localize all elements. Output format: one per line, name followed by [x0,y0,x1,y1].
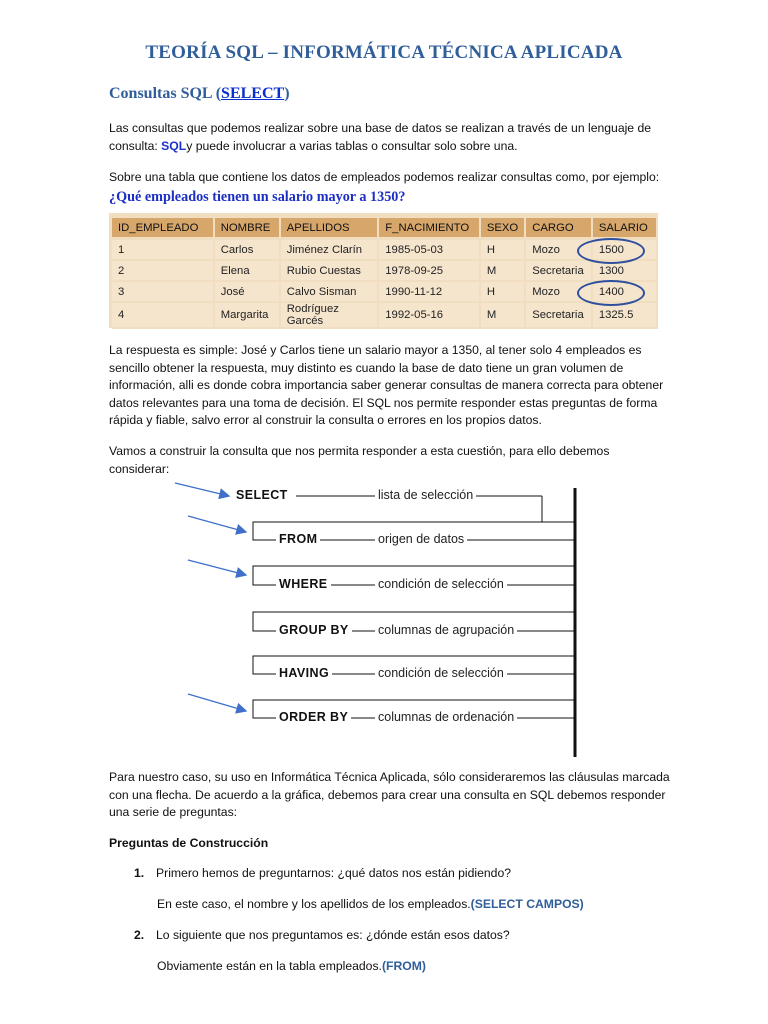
select-keyword-label: SELECT [233,488,291,502]
section-heading-prefix: Consultas SQL ( [109,85,222,102]
table-cell: M [480,302,525,328]
usage-paragraph: Para nuestro caso, su uso en Informática Técnica Aplicada, sólo consideraremos las cláusulas marcada con una flecha. De acuerdo a la gráfica, debemos para crear una consulta en SQL debemos responder una serie de preguntas: [109,770,670,819]
answer-paragraph: La respuesta es simple: José y Carlos tiene un salario mayor a 1350, al tener solo 4 empleados es sencillo obtener la respuesta, muy distinto es cuando la base de dato tiene un gran volumen de información, alli es donde cobra importancia saber generar consultas de manera correcta para obtener datos relevantes para una toma de decisión. El SQL nos permite responder estas preguntas de forma rápida y fiable, salvo error al construir la consulta o errores en los propios datos. [109,343,664,427]
from-tag: (FROM) [381,959,426,973]
table-cell: 2 [112,260,214,281]
construct-paragraph: Vamos a construir la consulta que nos permita responder a esta cuestión, para ello debemos considerar: [109,444,610,476]
orderby-description: columnas de ordenación [375,710,517,724]
table-cell: Jiménez Clarín [280,239,379,261]
table-header-row [112,218,657,239]
from-description: origen de datos [375,532,467,546]
having-description: condición de selección [375,666,507,680]
example-question: ¿Qué empleados tienen un salario mayor a 1350? [109,189,406,205]
table-cell: Secretaria [525,302,592,328]
table-cell: Mozo [525,239,592,261]
table-cell: Rodríguez Garcés [280,302,379,328]
page-title: TEORÍA SQL – INFORMÁTICA TÉCNICA APLICADA [145,42,623,63]
list-answer: En este caso, el nombre y los apellidos de los empleados.(SELECT CAMPOS) [157,897,584,911]
list-number: 2. [134,928,145,942]
table-row [112,281,657,302]
questions-heading: Preguntas de Construcción [109,836,269,850]
section-heading [109,85,290,103]
intro-paragraph [109,120,709,155]
table-cell: Calvo Sisman [280,281,379,302]
table-row [112,302,657,328]
table-cell: 1990-11-12 [378,281,480,302]
intro-line-1: Las consultas que podemos realizar sobre una base de datos se realizan a través de un lenguaje de [109,121,652,135]
table-cell: H [480,281,525,302]
table-cell: 1985-05-03 [378,239,480,261]
table-cell: 1400 [592,281,657,302]
table-cell: Mozo [525,281,592,302]
table-row [112,239,657,261]
intro-line-2: consulta: SQLy puede involucrar a varias tablas o consultar solo sobre una. [109,138,518,153]
sql-keyword: SQL [161,138,187,153]
column-header: APELLIDOS [280,218,379,239]
table-cell: 1992-05-16 [378,302,480,328]
table-cell: 1978-09-25 [378,260,480,281]
select-arrow-icon [175,483,229,496]
from-keyword-label: FROM [276,532,320,546]
employees-table-panel [109,213,658,328]
column-header: ID_EMPLEADO [112,218,214,239]
table-cell: 4 [112,302,214,328]
table-row [112,260,657,281]
orderby-keyword-label: ORDER BY [276,710,351,724]
table-cell: 1500 [592,239,657,261]
groupby-description: columnas de agrupación [375,623,517,637]
column-header: SEXO [480,218,525,239]
table-cell: Elena [214,260,280,281]
where-arrow-icon [188,560,246,575]
select-description: lista de selección [375,488,476,502]
column-header: SALARIO [592,218,657,239]
from-arrow-icon [188,516,246,532]
list-item [134,866,511,880]
table-cell: Secretaria [525,260,592,281]
column-header: NOMBRE [214,218,280,239]
groupby-keyword-label: GROUP BY [276,623,352,637]
column-header: F_NACIMIENTO [378,218,480,239]
select-campos-tag: (SELECT CAMPOS) [470,897,584,911]
table-cell: 1 [112,239,214,261]
list-answer: Obviamente están en la tabla empleados.(FROM) [157,959,426,973]
table-cell: José [214,281,280,302]
table-cell: H [480,239,525,261]
table-cell: Margarita [214,302,280,328]
highlight-circle [577,280,645,306]
example-line: Sobre una tabla que contiene los datos de empleados podemos realizar consultas como, por ejemplo: [109,170,660,184]
list-text: Lo siguiente que nos preguntamos es: ¿dónde están esos datos? [156,928,510,942]
list-item [134,928,510,942]
orderby-arrow-icon [188,694,246,711]
table-cell: Carlos [214,239,280,261]
having-keyword-label: HAVING [276,666,332,680]
list-number: 1. [134,866,145,880]
list-text: Primero hemos de preguntarnos: ¿qué datos nos están pidiendo? [156,866,512,880]
table-cell: M [480,260,525,281]
table-cell: 1325.5 [592,302,657,328]
table-cell: Rubio Cuestas [280,260,379,281]
column-header: CARGO [525,218,592,239]
section-heading-suffix: ) [284,85,290,102]
employees-table [112,218,658,329]
where-keyword-label: WHERE [276,577,331,591]
select-keyword-link[interactable]: SELECT [221,85,285,102]
table-cell: 1300 [592,260,657,281]
table-cell: 3 [112,281,214,302]
highlight-circle [577,238,645,264]
where-description: condición de selección [375,577,507,591]
